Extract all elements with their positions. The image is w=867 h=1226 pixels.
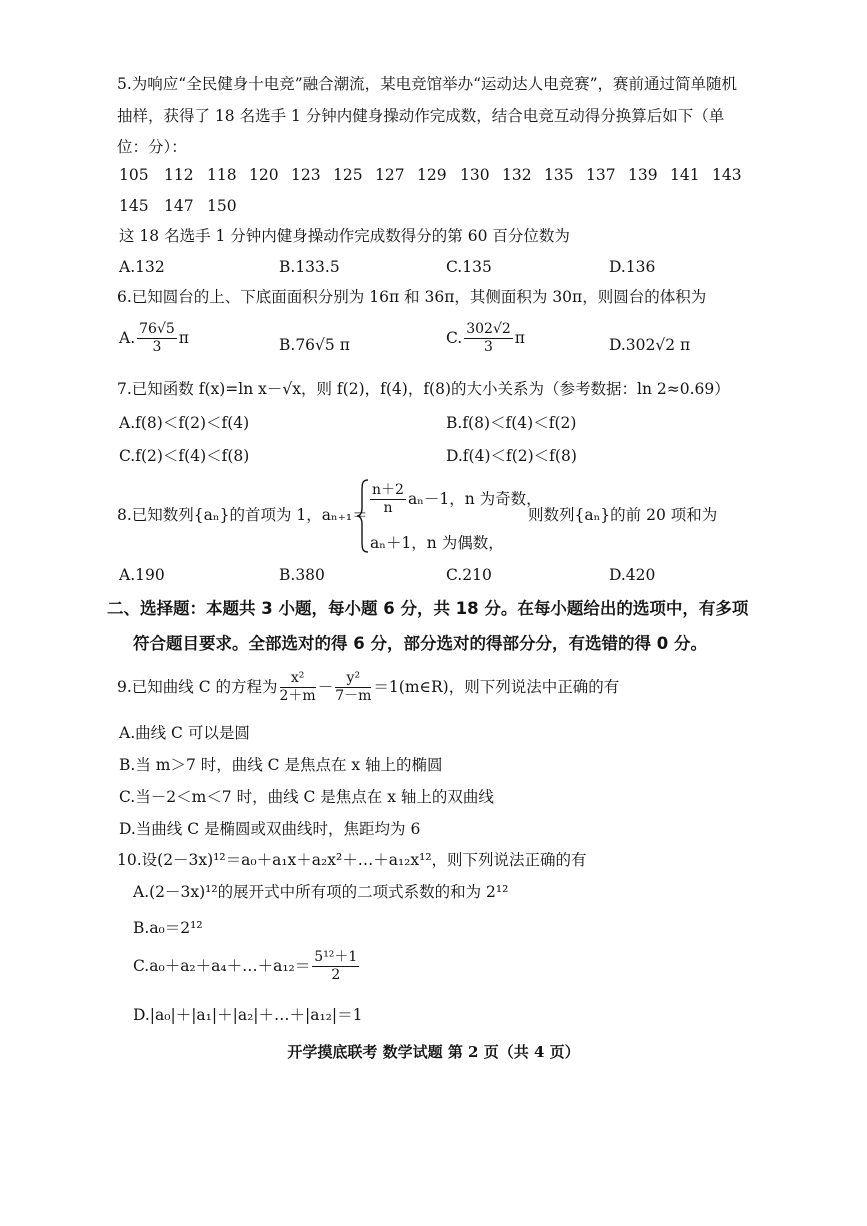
- q7-option-d: D.f(4)＜f(2)＜f(8): [446, 447, 577, 465]
- fraction: [312, 950, 359, 984]
- q9-option-d: D.当曲线 C 是椭圆或双曲线时，焦距均为 6: [119, 820, 421, 838]
- data-value: 139: [628, 166, 658, 184]
- q6-option-d: D.302√2 π: [609, 336, 691, 354]
- q10-option-b: B.a₀＝2¹²: [133, 919, 203, 937]
- q8-stem-post: 则数列{aₙ}的前 20 项和为: [528, 506, 718, 524]
- q10-option-c-text: C.a₀＋a₂＋a₄＋…＋a₁₂＝: [133, 957, 311, 976]
- data-value: 127: [375, 166, 405, 184]
- q9-option-c: C.当－2＜m＜7 时，曲线 C 是焦点在 x 轴上的双曲线: [119, 788, 494, 806]
- denominator: 3: [152, 339, 162, 356]
- case1-text: aₙ－1，n 为奇数，: [407, 489, 542, 508]
- q6-option-b: B.76√5 π: [279, 336, 350, 354]
- q8-case1: [370, 483, 542, 517]
- left-brace-icon: [356, 478, 370, 554]
- denominator: 3: [484, 339, 493, 356]
- q9-option-a: A.曲线 C 可以是圆: [119, 724, 250, 742]
- denominator: 7－m: [335, 688, 372, 705]
- q8-brace: [356, 478, 370, 554]
- numerator: x²: [280, 671, 316, 688]
- q8-case2: aₙ＋1，n 为偶数，: [370, 534, 504, 552]
- denominator: 2＋m: [279, 688, 316, 705]
- data-value: 137: [586, 166, 616, 184]
- q9-stem: [117, 671, 619, 705]
- data-value: 145: [119, 197, 149, 215]
- q7-option-c: C.f(2)＜f(4)＜f(8): [119, 447, 250, 465]
- data-value: 105: [119, 166, 149, 184]
- denominator: 2: [331, 967, 341, 984]
- pi-symbol: π: [178, 328, 189, 347]
- q10-stem: 10.设(2－3x)¹²＝a₀＋a₁x＋a₂x²＋…＋a₁₂x¹²，则下列说法正确的有: [117, 851, 587, 869]
- q8-option-a: A.190: [119, 566, 165, 584]
- data-value: 135: [544, 166, 574, 184]
- data-value: 129: [417, 166, 447, 184]
- data-value: 125: [333, 166, 363, 184]
- q9-option-b: B.当 m＞7 时，曲线 C 是焦点在 x 轴上的椭圆: [119, 756, 443, 774]
- q10-option-c: [133, 950, 361, 984]
- q5-option-d: D.136: [609, 258, 656, 276]
- q6-stem: 6.已知圆台的上、下底面面积分别为 16π 和 36π，其侧面积为 30π，则圆台的体积为: [117, 288, 707, 306]
- q10-option-a: A.(2－3x)¹²的展开式中所有项的二项式系数的和为 2¹²: [133, 883, 509, 901]
- q9-stem-post: ＝1(m∈R)，则下列说法中正确的有: [373, 678, 620, 697]
- data-value: 132: [502, 166, 532, 184]
- q5-question: 这 18 名选手 1 分钟内健身操动作完成数得分的第 60 百分位数为: [119, 227, 570, 245]
- data-value: 130: [460, 166, 490, 184]
- data-value: 120: [249, 166, 279, 184]
- data-value: 141: [670, 166, 700, 184]
- q7-option-b: B.f(8)＜f(4)＜f(2): [446, 414, 577, 432]
- numerator: y²: [335, 671, 371, 688]
- q6-option-a: [119, 322, 189, 356]
- fraction: [464, 322, 513, 356]
- q8-option-d: D.420: [609, 566, 656, 584]
- data-value: 112: [164, 166, 194, 184]
- minus-sign: －: [317, 678, 334, 697]
- q10-option-d: D.|a₀|＋|a₁|＋|a₂|＋…＋|a₁₂|＝1: [133, 1006, 363, 1024]
- data-value: 147: [164, 197, 194, 215]
- q8-option-b: B.380: [279, 566, 325, 584]
- fraction: [280, 671, 316, 705]
- q5-data-row2: [119, 199, 319, 217]
- q5-option-c: C.135: [446, 258, 492, 276]
- q8-stem-pre: 8.已知数列{aₙ}的首项为 1，aₙ₊₁＝: [117, 506, 368, 524]
- section2-heading-line2: 符合题目要求。全部选对的得 6 分，部分选对的得部分分，有选错的得 0 分。: [133, 634, 707, 653]
- q5-option-b: B.133.5: [279, 258, 340, 276]
- option-label: A.: [119, 328, 136, 347]
- q8-option-c: C.210: [446, 566, 492, 584]
- numerator: 302√2: [464, 322, 513, 339]
- data-value: 143: [712, 166, 742, 184]
- section2-heading-line1: 二、选择题：本题共 3 小题，每小题 6 分，共 18 分。在每小题给出的选项中，有多项: [107, 599, 749, 618]
- q7-stem: 7.已知函数 f(x)=ln x－√x，则 f(2)，f(4)，f(8)的大小关系为（参考数据：ln 2≈0.69）: [117, 380, 730, 398]
- data-value: 150: [207, 197, 237, 215]
- fraction: [137, 322, 177, 356]
- q9-stem-pre: 9.已知曲线 C 的方程为: [117, 678, 278, 697]
- q5-option-a: A.132: [119, 258, 165, 276]
- fraction: [335, 671, 371, 705]
- q6-option-c: [446, 322, 525, 356]
- q5-data-row1: [119, 168, 759, 186]
- numerator: 76√5: [137, 322, 177, 339]
- numerator: n＋2: [370, 483, 406, 500]
- q7-option-a: A.f(8)＜f(2)＜f(4): [119, 414, 250, 432]
- pi-symbol: π: [514, 328, 525, 347]
- fraction: [370, 483, 406, 517]
- q5-line1: 5.为响应“全民健身十电竞”融合潮流，某电竞馆举办“运动达人电竞赛”，赛前通过简单随机: [117, 75, 737, 93]
- data-value: 123: [291, 166, 321, 184]
- denominator: n: [383, 500, 393, 517]
- q5-line3: 位：分）：: [117, 138, 187, 156]
- numerator: 5¹²＋1: [312, 950, 359, 967]
- data-value: 118: [207, 166, 237, 184]
- page-footer: 开学摸底联考 数学试题 第 2 页（共 4 页）: [287, 1043, 580, 1061]
- option-label: C.: [446, 328, 463, 347]
- q5-line2: 抽样，获得了 18 名选手 1 分钟内健身操动作完成数，结合电竞互动得分换算后如下（单: [117, 107, 725, 125]
